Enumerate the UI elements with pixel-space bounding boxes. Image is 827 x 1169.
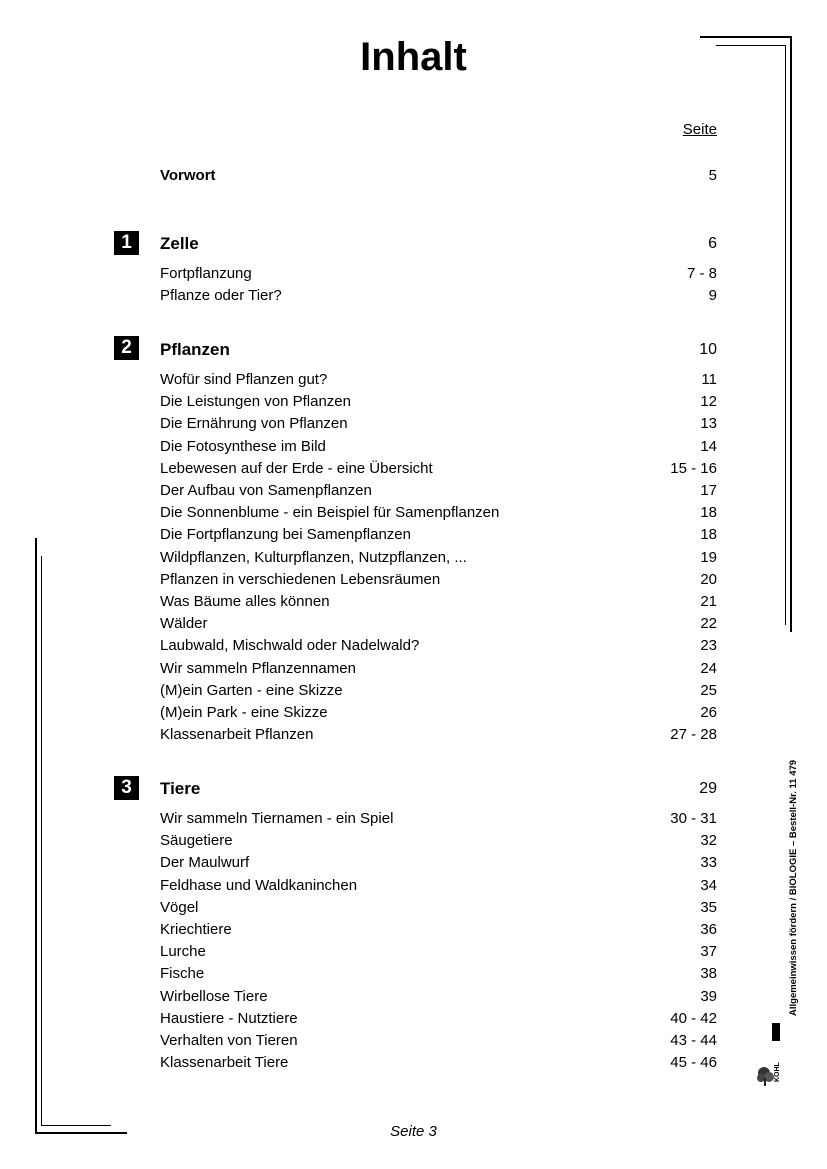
toc-entry-page: 24 — [700, 659, 717, 677]
publisher-logo — [755, 1020, 785, 1088]
toc-entry[interactable] — [160, 1009, 717, 1029]
toc-entry-label: Vögel — [160, 898, 199, 916]
chapter-title: Zelle — [160, 234, 199, 253]
toc-entry-label: Säugetiere — [160, 832, 233, 850]
toc-entry-label: Der Maulwurf — [160, 854, 250, 872]
toc-entry-label: Die Ernährung von Pflanzen — [160, 415, 348, 433]
chapter-heading-zelle[interactable] — [160, 234, 717, 254]
chapter-number-badge: 2 — [114, 336, 139, 360]
toc-entry-page: 11 — [701, 371, 717, 388]
toc-entry[interactable] — [160, 614, 717, 634]
frame-line-left-outer — [35, 538, 37, 1134]
toc-entry-label: Feldhase und Waldkaninchen — [160, 876, 358, 894]
toc-entry-label: Die Fotosynthese im Bild — [160, 437, 326, 455]
toc-entry-page: 13 — [700, 415, 717, 433]
toc-entry-vorwort[interactable] — [160, 166, 717, 186]
frame-line-right-outer — [790, 36, 792, 632]
toc-entry-page: 18 — [700, 504, 717, 522]
chapter-heading-pflanzen[interactable] — [160, 340, 717, 360]
toc-entry-page: 36 — [700, 921, 717, 938]
toc-entry-label: Die Sonnenblume - ein Beispiel für Samenpflanzen — [160, 504, 500, 522]
toc-entry-page: 20 — [700, 570, 717, 588]
page-title: Inhalt — [360, 35, 467, 79]
toc-entry-page: 38 — [700, 965, 717, 983]
toc-entry-label: Wir sammeln Tiernamen - ein Spiel — [160, 810, 394, 827]
toc-entry-page: 33 — [700, 854, 717, 872]
toc-entry-label: Lebewesen auf der Erde - eine Übersicht — [160, 459, 433, 477]
toc-entry-page: 5 — [708, 167, 717, 184]
chapter-page: 29 — [699, 780, 717, 797]
toc-entry[interactable] — [160, 264, 717, 284]
toc-entry-page: 34 — [700, 876, 717, 894]
toc-entry[interactable] — [160, 481, 717, 501]
toc-entry-page: 37 — [700, 943, 717, 961]
toc-entry-page: 27 - 28 — [670, 726, 717, 744]
toc-entry-label: Wir sammeln Pflanzennamen — [160, 659, 356, 677]
toc-entry-page: 32 — [700, 832, 717, 850]
toc-entry-page: 15 - 16 — [670, 459, 717, 477]
toc-entry[interactable] — [160, 548, 717, 568]
toc-entry-label: Vorwort — [160, 167, 216, 184]
toc-entry[interactable] — [160, 459, 717, 479]
toc-entry-page: 9 — [708, 287, 717, 305]
toc-entry-label: Lurche — [160, 943, 206, 961]
frame-line-top — [700, 36, 792, 38]
toc-entry-label: Fische — [160, 965, 205, 983]
toc-entry[interactable] — [160, 636, 717, 656]
toc-entry[interactable] — [160, 920, 717, 940]
chapter-title: Pflanzen — [160, 340, 230, 359]
toc-entry[interactable] — [160, 437, 717, 457]
toc-entry-label: Wirbellose Tiere — [160, 987, 268, 1005]
toc-entry-label: Pflanzen in verschiedenen Lebensräumen — [160, 570, 441, 588]
toc-entry[interactable] — [160, 964, 717, 984]
tree-icon — [757, 1067, 774, 1086]
toc-entry[interactable] — [160, 703, 717, 723]
toc-entry[interactable] — [160, 942, 717, 962]
toc-entry[interactable] — [160, 570, 717, 590]
toc-entry[interactable] — [160, 681, 717, 701]
toc-entry-page: 25 — [700, 681, 717, 699]
toc-entry-page: 39 — [700, 987, 717, 1005]
frame-line-right-inner — [785, 45, 786, 625]
toc-entry[interactable] — [160, 725, 717, 745]
toc-entry[interactable] — [160, 286, 717, 306]
toc-entry-page: 45 - 46 — [670, 1054, 717, 1072]
toc-entry-label: Die Fortpflanzung bei Samenpflanzen — [160, 526, 411, 544]
toc-entry[interactable] — [160, 525, 717, 545]
frame-line-left-inner — [41, 556, 42, 1126]
toc-entry-label: Kriechtiere — [160, 921, 232, 938]
toc-entry-page: 26 — [700, 704, 717, 721]
frame-line-top-inner — [716, 45, 786, 46]
toc-entry-label: Klassenarbeit Tiere — [160, 1054, 289, 1072]
toc-entry-page: 12 — [700, 393, 717, 411]
toc-entry[interactable] — [160, 370, 717, 390]
toc-entry-label: Pflanze oder Tier? — [160, 287, 282, 305]
chapter-heading-tiere[interactable] — [160, 779, 717, 799]
toc-entry[interactable] — [160, 876, 717, 896]
page-column-header: Seite — [682, 121, 717, 138]
toc-entry-page: 40 - 42 — [670, 1009, 717, 1027]
toc-entry-page: 23 — [700, 637, 717, 655]
toc-entry-label: (M)ein Garten - eine Skizze — [160, 681, 343, 699]
chapter-number-badge: 1 — [114, 231, 139, 255]
toc-entry-page: 43 - 44 — [670, 1032, 717, 1049]
chapter-page: 6 — [708, 235, 717, 252]
toc-entry[interactable] — [160, 898, 717, 918]
toc-entry[interactable] — [160, 592, 717, 612]
toc-entry-label: Der Aufbau von Samenpflanzen — [160, 482, 372, 499]
toc-entry-page: 35 — [700, 898, 717, 916]
toc-entry-label: Was Bäume alles können — [160, 593, 330, 610]
toc-entry-label: Haustiere - Nutztiere — [160, 1009, 298, 1027]
toc-entry[interactable] — [160, 853, 717, 873]
toc-entry-page: 14 — [700, 437, 717, 455]
toc-entry[interactable] — [160, 831, 717, 851]
chapter-title: Tiere — [160, 779, 201, 798]
toc-entry-label: Verhalten von Tieren — [160, 1032, 298, 1049]
toc-entry-label: Wälder — [160, 615, 208, 633]
toc-entry-label: Fortpflanzung — [160, 265, 252, 282]
toc-entry-label: Wildpflanzen, Kulturpflanzen, Nutzpflanzen, ... — [160, 548, 467, 566]
toc-entry-label: Laubwald, Mischwald oder Nadelwald? — [160, 637, 420, 655]
toc-entry-page: 7 - 8 — [686, 265, 717, 282]
toc-entry-page: 18 — [700, 526, 717, 544]
toc-entry-label: (M)ein Park - eine Skizze — [160, 704, 328, 721]
chapter-number-badge: 3 — [114, 776, 139, 800]
toc-entry[interactable] — [160, 392, 717, 412]
toc-entry[interactable] — [160, 1031, 717, 1051]
publisher-logo-text: KOHL — [774, 1062, 781, 1082]
toc-entry-page: 30 - 31 — [670, 810, 717, 827]
toc-entry[interactable] — [160, 414, 717, 434]
series-order-number: Allgemeinwissen fördern / BIOLOGIE – Bestell-Nr. 11 479 — [788, 759, 799, 1016]
toc-entry-label: Die Leistungen von Pflanzen — [160, 393, 351, 411]
toc-entry-page: 21 — [700, 593, 717, 610]
page-footer: Seite 3 — [390, 1123, 437, 1140]
toc-entry-page: 22 — [700, 615, 717, 633]
chapter-page: 10 — [699, 341, 717, 358]
toc-entry[interactable] — [160, 987, 717, 1007]
toc-entry-label: Klassenarbeit Pflanzen — [160, 726, 314, 744]
toc-entry-page: 19 — [700, 548, 717, 566]
toc-entry[interactable] — [160, 659, 717, 679]
toc-entry-page: 17 — [700, 482, 717, 499]
toc-entry[interactable] — [160, 1053, 717, 1073]
toc-entry[interactable] — [160, 809, 717, 829]
toc-entry-label: Wofür sind Pflanzen gut? — [160, 371, 328, 388]
toc-entry[interactable] — [160, 503, 717, 523]
